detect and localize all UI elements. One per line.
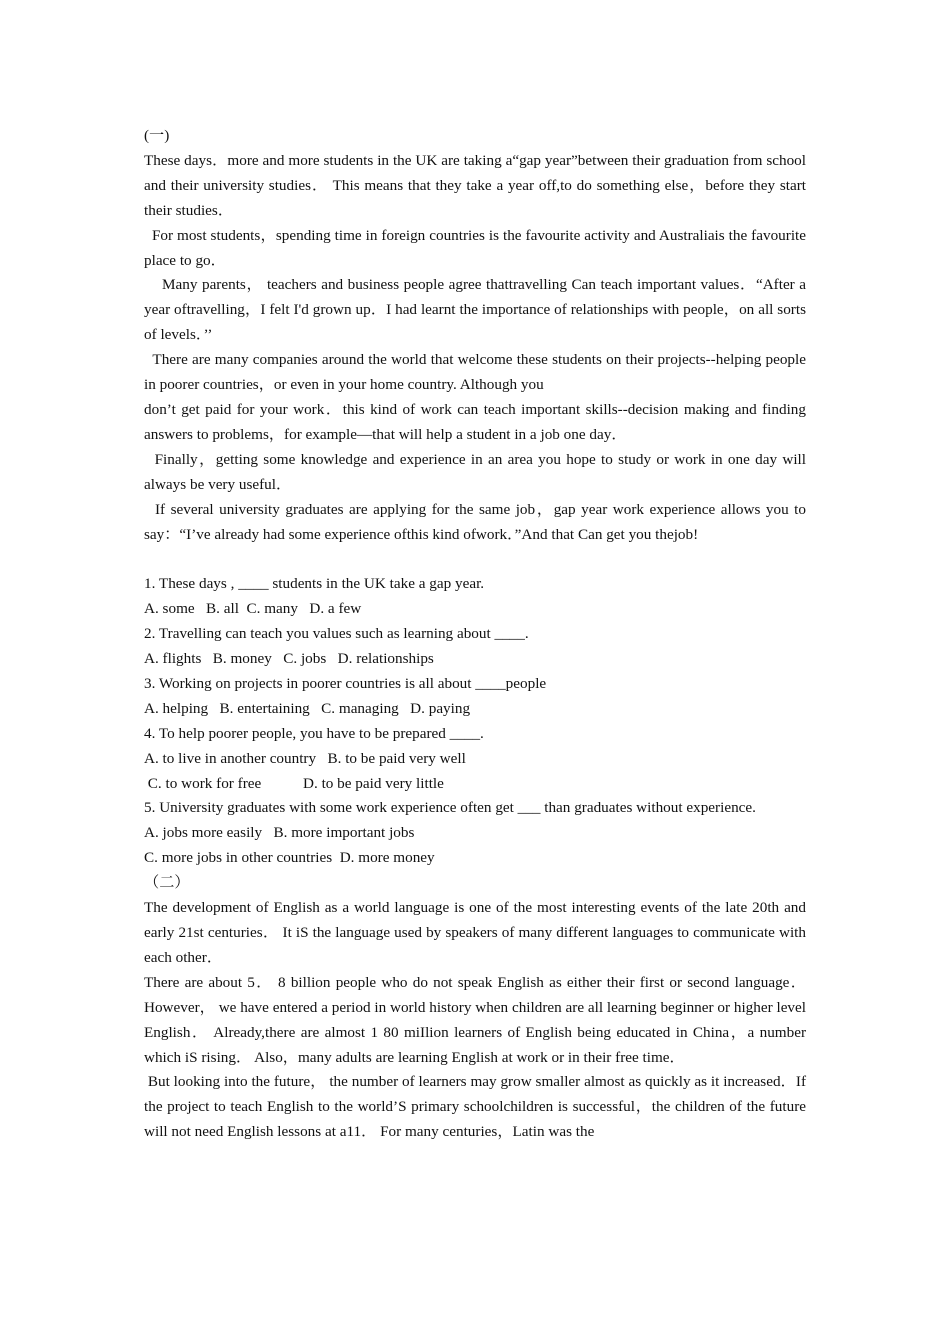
question-options: A. flights B. money C. jobs D. relationships <box>144 650 434 668</box>
paragraph: These days．more and more students in the UK are taking a“gap year”between their graduation from school and their university studies． This means that they take a year off,to do something else，before they start their studies． <box>144 151 810 219</box>
question-stem: 2. Travelling can teach you values such as learning about ____. <box>144 625 529 643</box>
question-options: C. to work for free D. to be paid very little <box>144 774 444 792</box>
question-options: A. some B. all C. many D. a few <box>144 600 362 618</box>
question-stem: 5. University graduates with some work experience often get ___ than graduates without experience. <box>144 799 756 817</box>
section-1-heading: (一) <box>144 127 170 144</box>
document-page <box>144 124 810 1145</box>
paragraph: There are about 5． 8 billion people who do not speak English as either their first or second language． However， we have entered a period in world history when children are all learning beginner or higher level English． Already,there are almost 1 80 miIlion learners of English being educated in China，a number which iS rising． Also，many adults are learning English at work or in their free time． <box>144 973 810 1066</box>
paragraph: Finally，getting some knowledge and experience in an area you hope to study or work in one day will always be very useful． <box>144 450 810 493</box>
section-2-heading: （二） <box>144 874 190 892</box>
paragraph: The development of English as a world language is one of the most interesting events of the late 20th and early 21st centuries． It iS the language used by speakers of many different languages to communicate with each other． <box>144 899 810 966</box>
question-stem: 1. These days , ____ students in the UK take a gap year. <box>144 575 485 593</box>
question-options: C. more jobs in other countries D. more money <box>144 849 435 867</box>
paragraph: For most students，spending time in foreign countries is the favourite activity and Australiais the favourite place to go． <box>144 226 810 269</box>
spacer <box>144 547 806 572</box>
question-stem: 4. To help poorer people, you have to be prepared ____. <box>144 724 484 742</box>
question-options: A. to live in another country B. to be paid very well <box>144 749 466 767</box>
paragraph: If several university graduates are applying for the same job，gap year work experience allows you to say：“I’ve already had some experience ofthis kind ofwork．”And that Can get you thejob! <box>144 500 810 543</box>
question-options: A. jobs more easily B. more important jobs <box>144 824 415 842</box>
paragraph: don’t get paid for your work．this kind of work can teach important skills--decision making and finding answers to problems，for example—that will help a student in a job one day． <box>144 400 810 443</box>
paragraph: There are many companies around the world that welcome these students on their projects--helping people in poorer countries，or even in your home country. Although you <box>144 351 810 394</box>
paragraph: Many parents， teachers and business people agree thattravelling Can teach important values．“After a year oftravelling，I felt I'd grown up．I had learnt the importance of relationships with people，on all sorts of levels．’’ <box>144 276 810 344</box>
question-stem: 3. Working on projects in poorer countries is all about ____people <box>144 674 547 692</box>
question-options: A. helping B. entertaining C. managing D. paying <box>144 699 471 717</box>
paragraph: But looking into the future， the number of learners may grow smaller almost as quickly as it increased．If the project to teach English to the world’S primary schoolchildren is successful，the children of the future will not need English lessons at a11． For many centuries，Latin was the <box>144 1073 810 1141</box>
